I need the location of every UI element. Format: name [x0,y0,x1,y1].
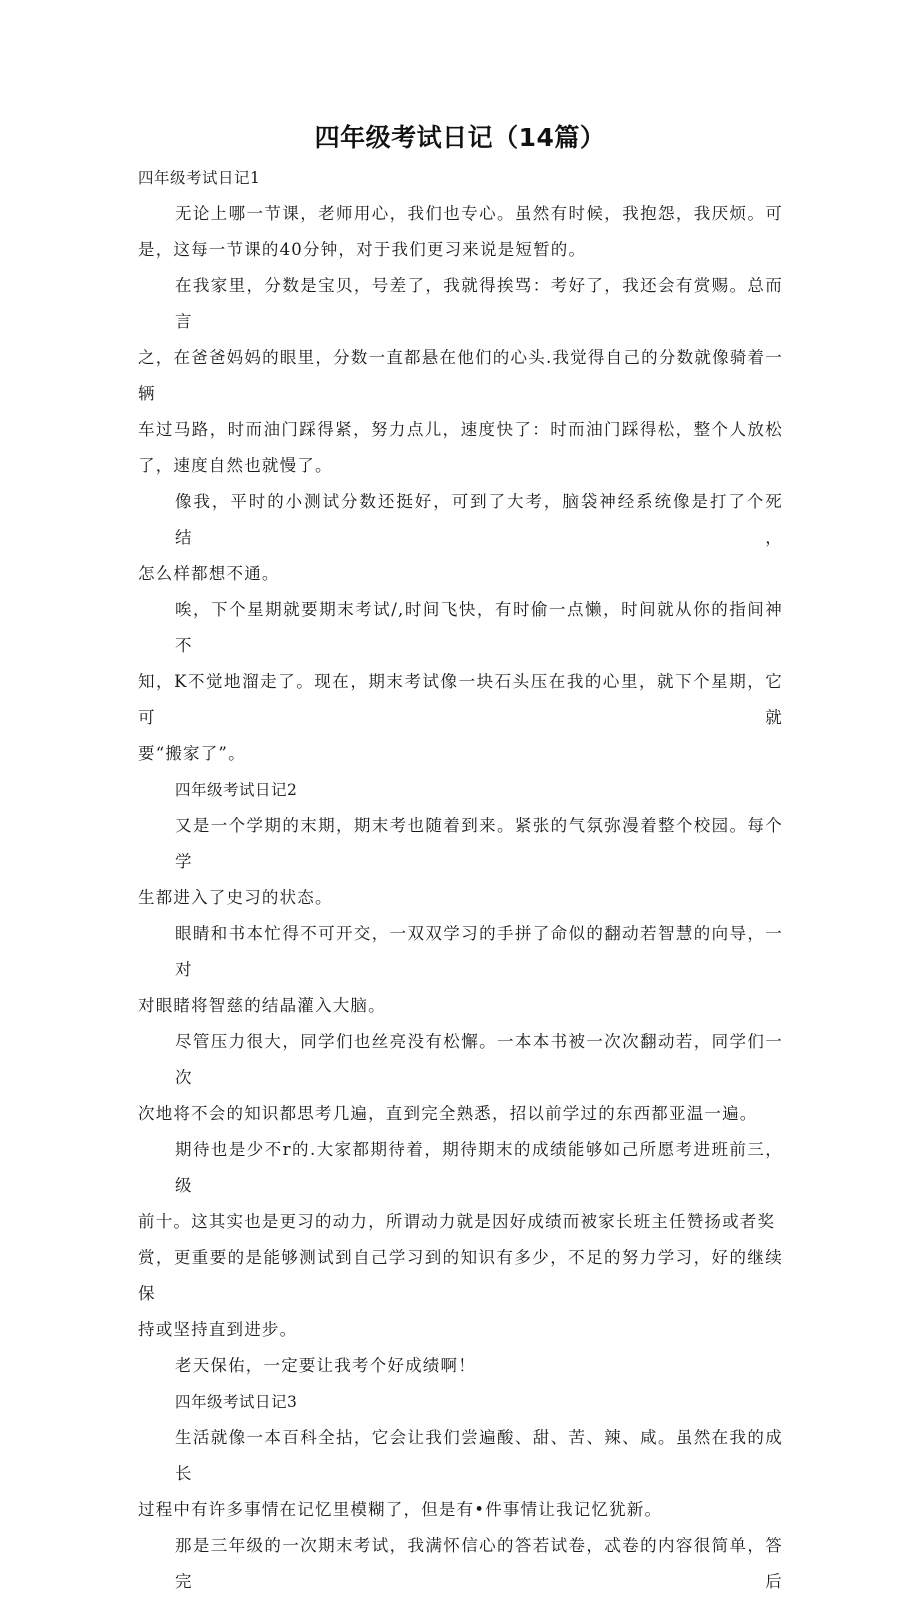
text-line: 尽管压力很大，同学们也丝亮没有松懈。一本本书被一次次翻动若，同学们一次 [175,1032,783,1087]
document-title: 四年级考试日记（14篇） [314,123,606,152]
paragraph [138,808,783,916]
section-heading: 四年级考试日记3 [175,1393,298,1411]
section-heading: 四年级考试日记2 [175,781,298,799]
text-line: 像我，平时的小测试分数还挺好，可到了大考，脑袋神经系统像是打了个死结， [175,492,783,547]
paragraph [138,196,783,268]
text-line: 车过马路，时而油门踩得紧，努力点儿，速度快了：时而油门踩得松，整个人放松 [138,420,783,439]
paragraph [138,1420,783,1528]
paragraph [138,484,783,592]
section-heading: 四年级考试日记1 [138,169,261,187]
text-line: 次地将不会的知识都思考几遍，直到完全熟悉，招以前学过的东西都亚温一遍。 [138,1104,758,1123]
text-line: 之，在爸爸妈妈的眼里，分数一直都悬在他们的心头.我觉得自己的分数就像骑着一辆 [138,348,783,403]
text-line: 过程中有许多事情在记忆里模糊了，但是有•件事情让我记忆犹新。 [138,1500,663,1519]
text-line: 生都进入了史习的状态。 [138,888,333,907]
document-body [138,160,783,1600]
text-line: 前十。这其实也是更习的动力，所谓动力就是因好成绩而被家长班主任赞扬或者奖 [138,1212,776,1231]
text-line: 知，K不觉地溜走了。现在，期末考试像一块石头压在我的心里，就下个星期，它可就 [138,672,783,727]
text-line: 唉，下个星期就要期末考试/,时间飞快，有时偷一点懒，时间就从你的指间神不 [175,600,783,655]
text-line: 那是三年级的一次期末考试，我满怀信心的答若试卷，忒卷的内容很简单，答完后 [175,1536,783,1591]
text-line: 怎么样都想不通。 [138,564,280,583]
text-line: 赏，更重要的是能够测试到自己学习到的知识有多少，不足的努力学习，好的继续保 [138,1248,783,1303]
text-line: 了，速度自然也就慢了。 [138,456,333,475]
text-line: 在我家里，分数是宝贝，号差了，我就得挨骂：考好了，我还会有赏赐。总而言 [175,276,783,331]
text-line: 是，这每一节课的40分钟，对于我们更习来说是短暂的。 [138,240,587,259]
text-line: 要“搬家了”。 [138,744,246,763]
text-line: 眼睛和书本忙得不可开交，一双双学习的手拼了命似的翻动若智慧的向导，一对 [175,924,783,979]
text-line: 又是一个学期的末期，期末考也随着到来。紧张的气氛弥漫着整个校园。每个学 [175,816,783,871]
text-line: 生活就像一本百科全拈，它会让我们尝遍酸、甜、苦、辣、咸。虽然在我的成长 [175,1428,783,1483]
text-line: 老天保佑，一定要让我考个好成绩啊！ [175,1356,476,1375]
paragraph [138,1528,783,1600]
paragraph [138,1024,783,1132]
text-line: 无论上哪一节课，老师用心，我们也专心。虽然有时候，我抱怨，我厌烦。可 [175,204,783,223]
paragraph [138,1132,783,1348]
paragraph [138,268,783,484]
paragraph [138,592,783,772]
paragraph [138,1348,783,1384]
text-line: 对眼睹将智慈的结晶灌入大脑。 [138,996,386,1015]
text-line: 期待也是少不r的.大家都期待着，期待期末的成绩能够如己所愿考进班前三，级 [175,1140,783,1195]
paragraph [138,916,783,1024]
text-line: 持或坚持直到进步。 [138,1320,298,1339]
